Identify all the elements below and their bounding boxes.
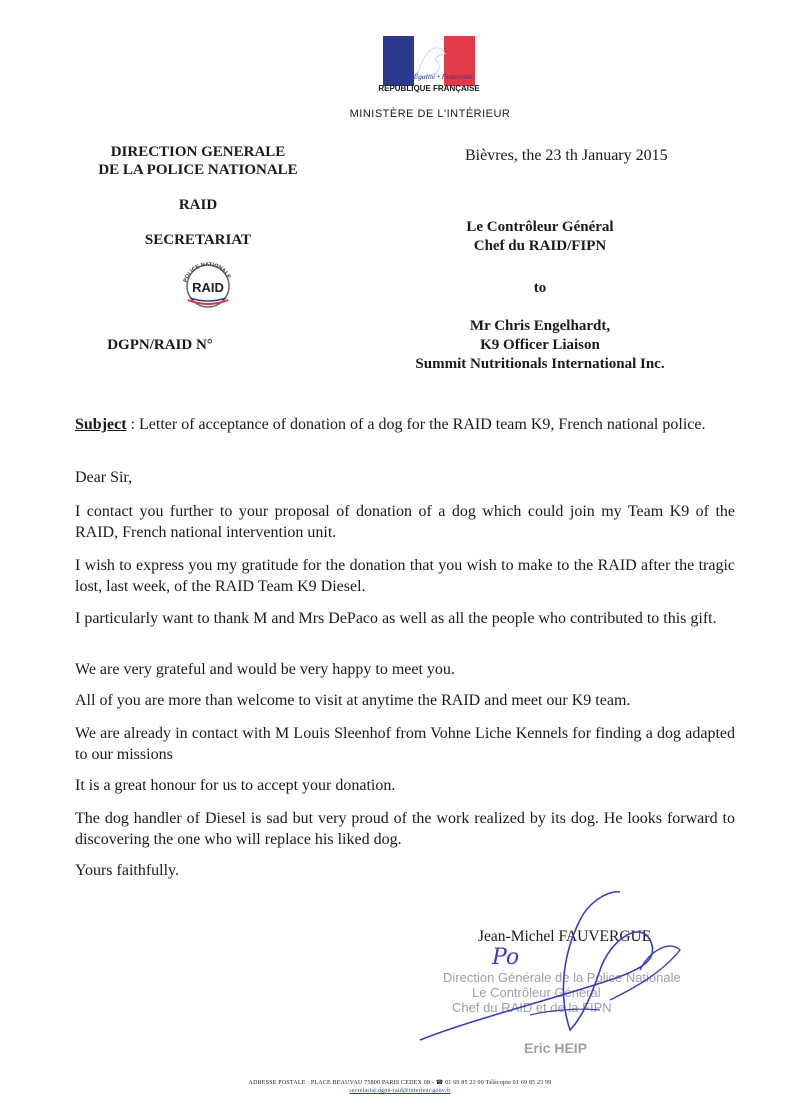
paragraph-6: We are already in contact with M Louis Sleenhof from Vohne Liche Kennels for finding a dog adapted to our missions xyxy=(75,725,735,763)
footer-email-link[interactable]: secretariat.dgpn-raid@interieur.gouv.fr xyxy=(349,1088,451,1094)
stamp-line-1: Direction Générale de la Police Nationale xyxy=(443,970,681,985)
salutation: Dear Sir, xyxy=(75,469,133,486)
stamp-line-3: Chef du RAID et de la FIPN xyxy=(452,1000,612,1015)
subject-line xyxy=(75,414,755,435)
raid-label: RAID xyxy=(178,197,218,213)
direction-line-2: DE LA POLICE NATIONALE xyxy=(98,162,298,178)
handwritten-signature xyxy=(410,880,690,1050)
badge-arc-text: POLICE NATIONALE xyxy=(182,261,232,284)
paragraph-5: All of you are more than welcome to visit at anytime the RAID and meet our K9 team. xyxy=(75,692,631,709)
republic-motto: Liberté • Égalité • Fraternité xyxy=(385,72,473,81)
stamp-line-2: Le Contrôleur Général xyxy=(472,985,601,1000)
recipient-role: K9 Officer Liaison xyxy=(480,337,600,353)
paragraph-1: I contact you further to your proposal of donation of a dog which could join my Team K9 of the RAID, French national intervention unit. xyxy=(75,503,735,541)
recipient-name: Mr Chris Engelhardt, xyxy=(469,318,611,334)
raid-police-badge-icon xyxy=(178,258,238,308)
closing: Yours faithfully. xyxy=(75,862,180,879)
stamp-signer: Eric HEIP xyxy=(524,1040,588,1056)
subject-label: Subject xyxy=(75,416,127,433)
footer xyxy=(160,1079,640,1095)
signatory-name: Jean-Michel FAUVERGUE xyxy=(478,928,652,945)
po-mark: Po xyxy=(492,945,520,970)
paragraph-2: I wish to express you my gratitude for the donation that you wish to make to the RAID after the tragic lost, last week, of the RAID Team K9 Diesel. xyxy=(75,557,735,595)
to-label: to xyxy=(533,280,547,296)
direction-line-1: DIRECTION GENERALE xyxy=(110,144,286,160)
subject-text: : Letter of acceptance of donation of a dog for the RAID team K9, French national police. xyxy=(126,416,706,433)
paragraph-4: We are very grateful and would be very happy to meet you. xyxy=(75,661,455,678)
paragraph-3: I particularly want to thank M and Mrs DePaco as well as all the people who contributed to this gift. xyxy=(75,610,717,627)
recipient-company: Summit Nutritionals International Inc. xyxy=(415,356,665,372)
secretariat-label: SECRETARIAT xyxy=(144,232,252,248)
place-date: Bièvres, the 23 th January 2015 xyxy=(465,147,668,164)
sender-title-line-2: Chef du RAID/FIPN xyxy=(473,238,607,254)
badge-text: RAID xyxy=(192,280,224,295)
ministere-label: MINISTÈRE DE L'INTÉRIEUR xyxy=(349,108,511,120)
sender-title-line-1: Le Contrôleur Général xyxy=(466,219,614,235)
footer-address: ADRESSE POSTALE : PLACE BEAUVAU 75800 PARIS CEDEX 08 - ☎ 01 69 85 23 00 Télécopie 01 69 85 23 99 xyxy=(248,1080,552,1086)
republique-francaise-label: RÉPUBLIQUE FRANÇAISE xyxy=(378,84,480,93)
paragraph-8: The dog handler of Diesel is sad but very proud of the work realized by its dog. He looks forward to discovering the one who will replace his liked dog. xyxy=(75,810,735,848)
reference-label: DGPN/RAID N° xyxy=(107,337,213,353)
paragraph-7: It is a great honour for us to accept your donation. xyxy=(75,777,396,794)
